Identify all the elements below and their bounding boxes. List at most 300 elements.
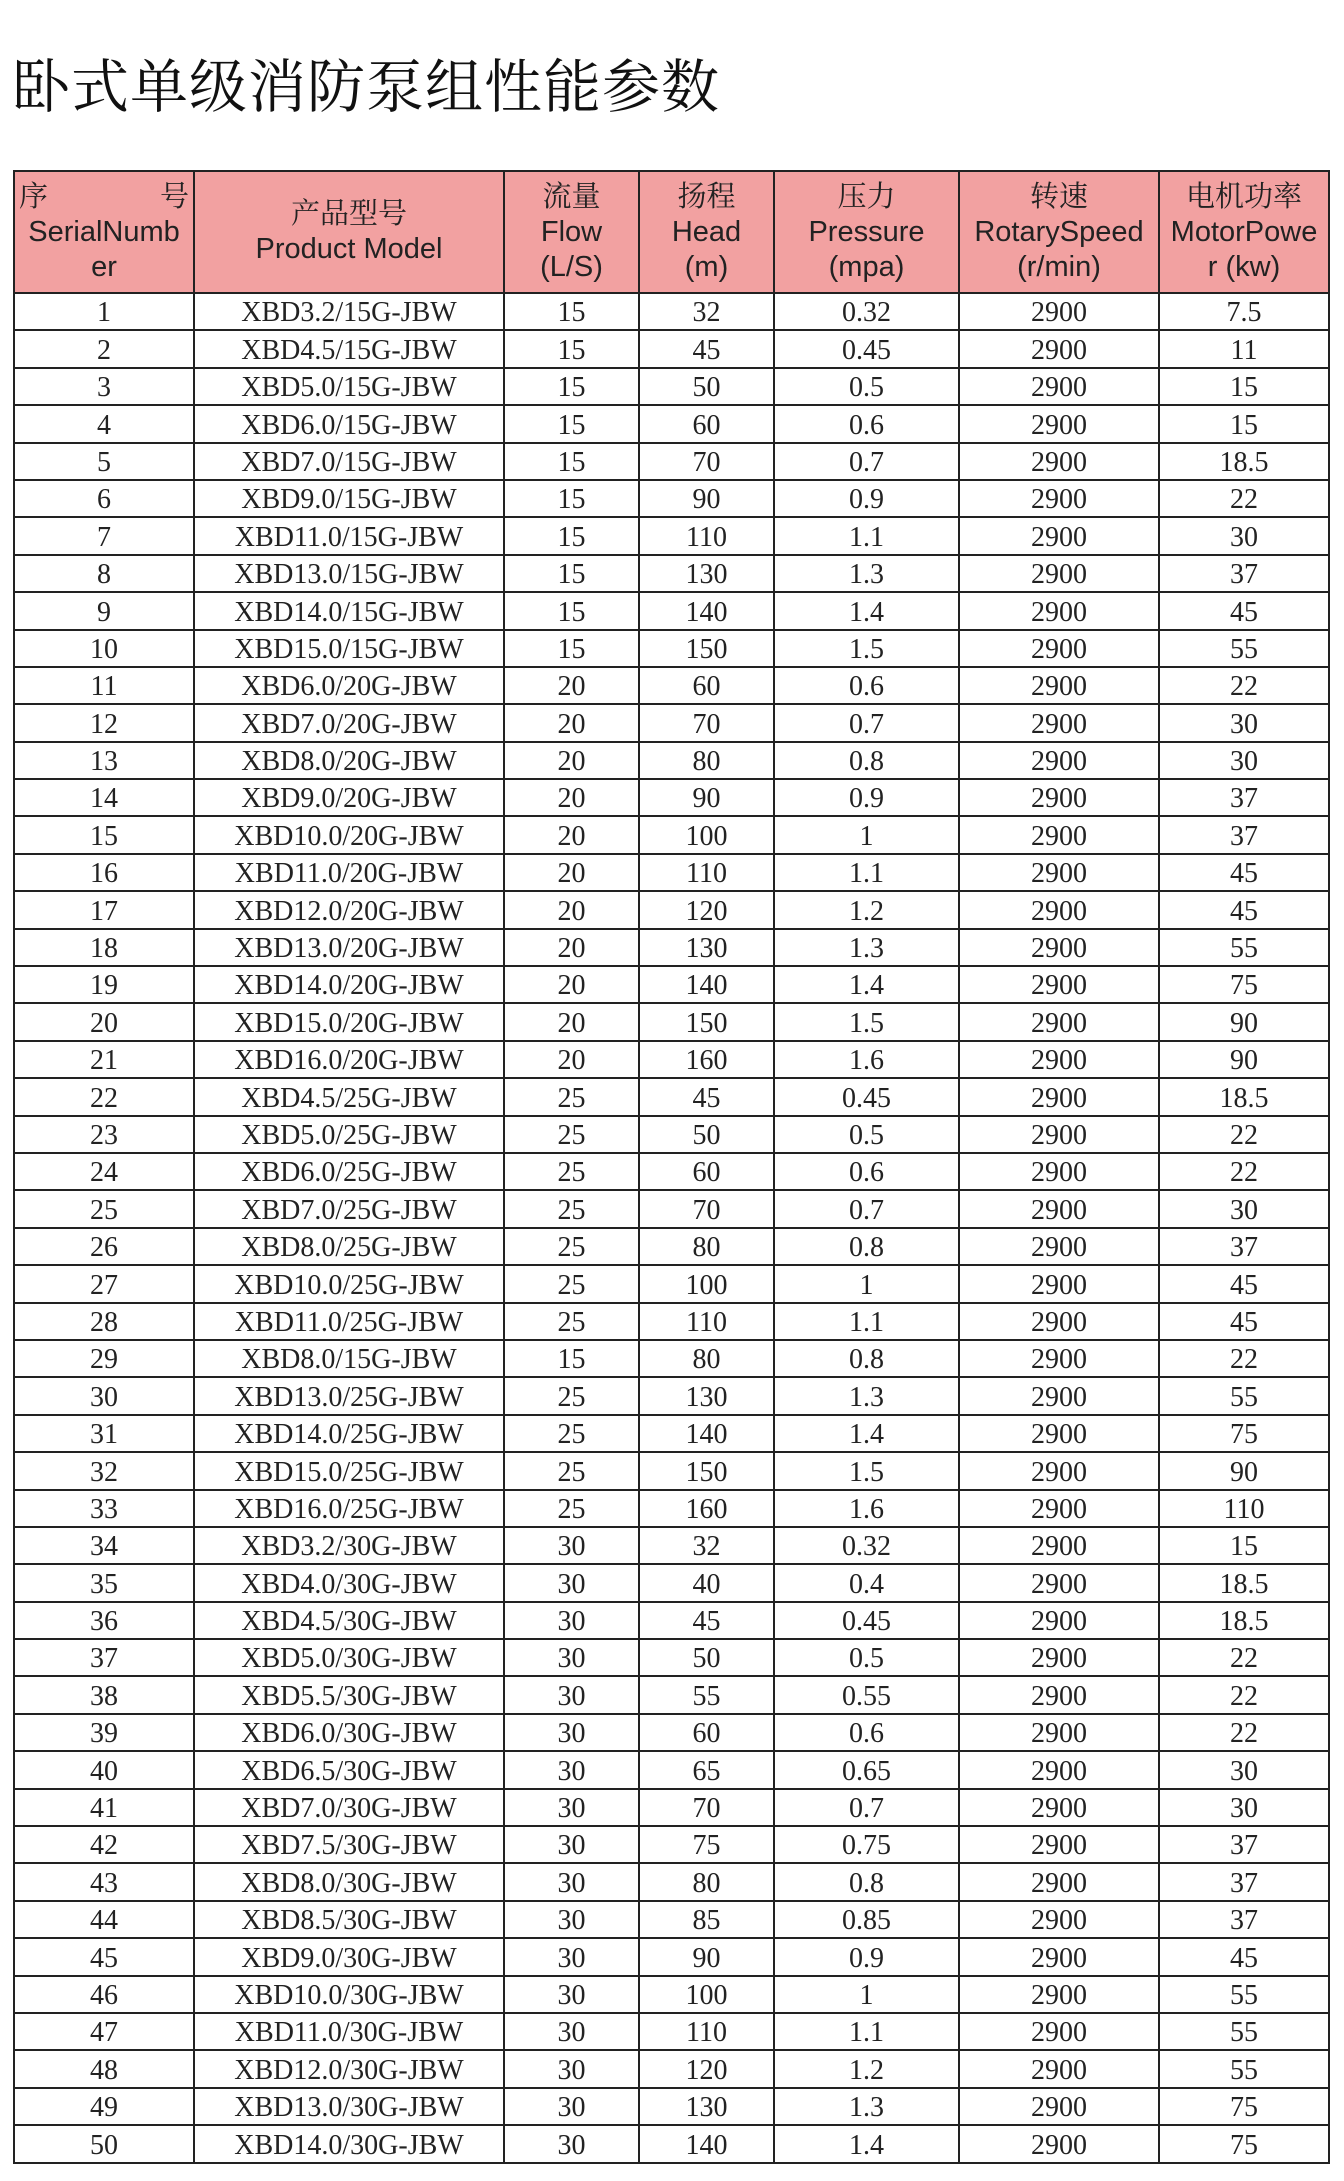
head-cell: 45	[639, 330, 774, 367]
power-cell: 37	[1159, 1863, 1329, 1900]
pressure-cell: 0.5	[774, 1639, 959, 1676]
head-cell: 55	[639, 1676, 774, 1713]
head-cell: 50	[639, 1639, 774, 1676]
model-cell: XBD10.0/25G-JBW	[194, 1265, 504, 1302]
header-flow-unit: (L/S)	[540, 250, 603, 283]
serial-cell: 41	[14, 1789, 194, 1826]
head-cell: 75	[639, 1826, 774, 1863]
model-cell: XBD14.0/20G-JBW	[194, 966, 504, 1003]
flow-cell: 25	[504, 1190, 639, 1227]
model-cell: XBD9.0/20G-JBW	[194, 779, 504, 816]
flow-cell: 15	[504, 330, 639, 367]
speed-cell: 2900	[959, 1863, 1159, 1900]
serial-cell: 16	[14, 854, 194, 891]
model-cell: XBD13.0/20G-JBW	[194, 929, 504, 966]
header-head-unit: (m)	[684, 250, 729, 283]
model-cell: XBD5.5/30G-JBW	[194, 1676, 504, 1713]
table-row	[14, 1116, 1329, 1153]
speed-cell: 2900	[959, 2125, 1159, 2162]
flow-cell: 30	[504, 2125, 639, 2162]
head-cell: 130	[639, 1377, 774, 1414]
serial-cell: 44	[14, 1901, 194, 1938]
speed-cell: 2900	[959, 1452, 1159, 1489]
table-row	[14, 1452, 1329, 1489]
flow-cell: 25	[504, 1452, 639, 1489]
pressure-cell: 0.7	[774, 443, 959, 480]
table-row	[14, 1714, 1329, 1751]
power-cell: 90	[1159, 1452, 1329, 1489]
flow-cell: 30	[504, 1676, 639, 1713]
pressure-cell: 0.9	[774, 779, 959, 816]
pressure-cell: 1.1	[774, 1303, 959, 1340]
head-cell: 32	[639, 293, 774, 330]
speed-cell: 2900	[959, 1564, 1159, 1601]
serial-cell: 42	[14, 1826, 194, 1863]
speed-cell: 2900	[959, 966, 1159, 1003]
header-speed	[959, 171, 1159, 293]
head-cell: 60	[639, 1714, 774, 1751]
speed-cell: 2900	[959, 1003, 1159, 1040]
model-cell: XBD7.0/30G-JBW	[194, 1789, 504, 1826]
pressure-cell: 0.4	[774, 1564, 959, 1601]
flow-cell: 20	[504, 854, 639, 891]
table-row	[14, 1415, 1329, 1452]
pressure-cell: 1.3	[774, 1377, 959, 1414]
head-cell: 50	[639, 368, 774, 405]
power-cell: 30	[1159, 1789, 1329, 1826]
head-cell: 130	[639, 555, 774, 592]
model-cell: XBD14.0/30G-JBW	[194, 2125, 504, 2162]
power-cell: 7.5	[1159, 293, 1329, 330]
speed-cell: 2900	[959, 1153, 1159, 1190]
speed-cell: 2900	[959, 368, 1159, 405]
model-cell: XBD5.0/25G-JBW	[194, 1116, 504, 1153]
speed-cell: 2900	[959, 1303, 1159, 1340]
pressure-cell: 0.8	[774, 1863, 959, 1900]
serial-cell: 22	[14, 1078, 194, 1115]
speed-cell: 2900	[959, 1676, 1159, 1713]
model-cell: XBD7.0/15G-JBW	[194, 443, 504, 480]
power-cell: 75	[1159, 2088, 1329, 2125]
table-row	[14, 1527, 1329, 1564]
table-row	[14, 1340, 1329, 1377]
power-cell: 45	[1159, 1938, 1329, 1975]
table-row	[14, 966, 1329, 1003]
flow-cell: 25	[504, 1490, 639, 1527]
pressure-cell: 0.45	[774, 330, 959, 367]
serial-cell: 48	[14, 2050, 194, 2087]
power-cell: 18.5	[1159, 1564, 1329, 1601]
header-speed-zh: 转速	[1029, 180, 1088, 213]
serial-cell: 49	[14, 2088, 194, 2125]
head-cell: 80	[639, 1863, 774, 1900]
head-cell: 140	[639, 966, 774, 1003]
flow-cell: 20	[504, 891, 639, 928]
flow-cell: 20	[504, 779, 639, 816]
speed-cell: 2900	[959, 1190, 1159, 1227]
power-cell: 22	[1159, 1714, 1329, 1751]
header-head	[639, 171, 774, 293]
flow-cell: 30	[504, 1602, 639, 1639]
table-row	[14, 630, 1329, 667]
flow-cell: 30	[504, 2050, 639, 2087]
power-cell: 30	[1159, 1190, 1329, 1227]
header-head-zh: 扬程	[677, 180, 736, 213]
power-cell: 55	[1159, 1377, 1329, 1414]
speed-cell: 2900	[959, 704, 1159, 741]
serial-cell: 12	[14, 704, 194, 741]
flow-cell: 25	[504, 1377, 639, 1414]
head-cell: 110	[639, 1303, 774, 1340]
speed-cell: 2900	[959, 779, 1159, 816]
power-cell: 22	[1159, 667, 1329, 704]
header-serial-en1: SerialNumb	[28, 215, 180, 248]
flow-cell: 30	[504, 1751, 639, 1788]
model-cell: XBD14.0/15G-JBW	[194, 592, 504, 629]
speed-cell: 2900	[959, 630, 1159, 667]
serial-cell: 17	[14, 891, 194, 928]
model-cell: XBD8.0/20G-JBW	[194, 742, 504, 779]
pressure-cell: 1.4	[774, 1415, 959, 1452]
flow-cell: 20	[504, 929, 639, 966]
model-cell: XBD6.0/25G-JBW	[194, 1153, 504, 1190]
pressure-cell: 0.9	[774, 480, 959, 517]
power-cell: 37	[1159, 779, 1329, 816]
table-row	[14, 1490, 1329, 1527]
flow-cell: 15	[504, 293, 639, 330]
power-cell: 11	[1159, 330, 1329, 367]
head-cell: 100	[639, 816, 774, 853]
head-cell: 150	[639, 1003, 774, 1040]
header-row	[14, 171, 1329, 293]
table-row	[14, 443, 1329, 480]
pressure-cell: 1.4	[774, 966, 959, 1003]
speed-cell: 2900	[959, 1639, 1159, 1676]
model-cell: XBD13.0/30G-JBW	[194, 2088, 504, 2125]
flow-cell: 30	[504, 1714, 639, 1751]
speed-cell: 2900	[959, 1751, 1159, 1788]
head-cell: 140	[639, 2125, 774, 2162]
power-cell: 45	[1159, 1303, 1329, 1340]
power-cell: 45	[1159, 592, 1329, 629]
header-power	[1159, 171, 1329, 293]
table-row	[14, 1041, 1329, 1078]
model-cell: XBD14.0/25G-JBW	[194, 1415, 504, 1452]
model-cell: XBD8.5/30G-JBW	[194, 1901, 504, 1938]
header-model-zh: 产品型号	[290, 198, 407, 230]
head-cell: 60	[639, 1153, 774, 1190]
header-power-zh: 电机功率	[1185, 180, 1302, 213]
pressure-cell: 1.4	[774, 2125, 959, 2162]
header-serial-zh-right: 号	[159, 180, 189, 213]
table-row	[14, 592, 1329, 629]
serial-cell: 21	[14, 1041, 194, 1078]
table-row	[14, 1938, 1329, 1975]
head-cell: 45	[639, 1078, 774, 1115]
model-cell: XBD3.2/30G-JBW	[194, 1527, 504, 1564]
header-model	[194, 171, 504, 293]
power-cell: 18.5	[1159, 443, 1329, 480]
speed-cell: 2900	[959, 854, 1159, 891]
power-cell: 55	[1159, 929, 1329, 966]
model-cell: XBD6.0/30G-JBW	[194, 1714, 504, 1751]
power-cell: 90	[1159, 1003, 1329, 1040]
table-row	[14, 2050, 1329, 2087]
pressure-cell: 1.4	[774, 592, 959, 629]
power-cell: 45	[1159, 891, 1329, 928]
serial-cell: 50	[14, 2125, 194, 2162]
serial-cell: 10	[14, 630, 194, 667]
table-row	[14, 1826, 1329, 1863]
serial-cell: 6	[14, 480, 194, 517]
model-cell: XBD9.0/30G-JBW	[194, 1938, 504, 1975]
header-head-en: Head	[671, 215, 742, 248]
model-cell: XBD10.0/20G-JBW	[194, 816, 504, 853]
model-cell: XBD9.0/15G-JBW	[194, 480, 504, 517]
table-row	[14, 368, 1329, 405]
head-cell: 80	[639, 742, 774, 779]
pressure-cell: 1.5	[774, 1003, 959, 1040]
head-cell: 40	[639, 1564, 774, 1601]
model-cell: XBD15.0/15G-JBW	[194, 630, 504, 667]
model-cell: XBD3.2/15G-JBW	[194, 293, 504, 330]
speed-cell: 2900	[959, 405, 1159, 442]
pressure-cell: 0.45	[774, 1078, 959, 1115]
pressure-cell: 0.6	[774, 1714, 959, 1751]
model-cell: XBD4.5/30G-JBW	[194, 1602, 504, 1639]
serial-cell: 33	[14, 1490, 194, 1527]
model-cell: XBD16.0/25G-JBW	[194, 1490, 504, 1527]
model-cell: XBD5.0/30G-JBW	[194, 1639, 504, 1676]
serial-cell: 26	[14, 1228, 194, 1265]
head-cell: 140	[639, 592, 774, 629]
serial-cell: 3	[14, 368, 194, 405]
header-pressure-zh: 压力	[837, 180, 896, 213]
header-pressure	[774, 171, 959, 293]
model-cell: XBD5.0/15G-JBW	[194, 368, 504, 405]
model-cell: XBD12.0/20G-JBW	[194, 891, 504, 928]
head-cell: 90	[639, 779, 774, 816]
serial-cell: 4	[14, 405, 194, 442]
head-cell: 65	[639, 1751, 774, 1788]
table-row	[14, 1976, 1329, 2013]
table-row	[14, 1751, 1329, 1788]
header-model-en: Product Model	[255, 233, 443, 265]
head-cell: 110	[639, 854, 774, 891]
pressure-cell: 1.1	[774, 854, 959, 891]
power-cell: 37	[1159, 816, 1329, 853]
serial-cell: 23	[14, 1116, 194, 1153]
flow-cell: 30	[504, 1826, 639, 1863]
head-cell: 70	[639, 704, 774, 741]
flow-cell: 30	[504, 1938, 639, 1975]
speed-cell: 2900	[959, 1490, 1159, 1527]
model-cell: XBD4.0/30G-JBW	[194, 1564, 504, 1601]
serial-cell: 24	[14, 1153, 194, 1190]
flow-cell: 15	[504, 630, 639, 667]
head-cell: 70	[639, 1190, 774, 1227]
speed-cell: 2900	[959, 555, 1159, 592]
pressure-cell: 0.6	[774, 1153, 959, 1190]
head-cell: 85	[639, 1901, 774, 1938]
power-cell: 15	[1159, 368, 1329, 405]
model-cell: XBD8.0/30G-JBW	[194, 1863, 504, 1900]
head-cell: 110	[639, 517, 774, 554]
head-cell: 45	[639, 1602, 774, 1639]
serial-cell: 27	[14, 1265, 194, 1302]
pressure-cell: 1.6	[774, 1490, 959, 1527]
power-cell: 22	[1159, 1340, 1329, 1377]
speed-cell: 2900	[959, 1265, 1159, 1302]
head-cell: 32	[639, 1527, 774, 1564]
pressure-cell: 1.1	[774, 2013, 959, 2050]
speed-cell: 2900	[959, 816, 1159, 853]
head-cell: 110	[639, 2013, 774, 2050]
power-cell: 55	[1159, 2013, 1329, 2050]
table-row	[14, 1228, 1329, 1265]
pressure-cell: 0.6	[774, 405, 959, 442]
pressure-cell: 0.32	[774, 1527, 959, 1564]
table-row	[14, 405, 1329, 442]
head-cell: 160	[639, 1041, 774, 1078]
pressure-cell: 0.6	[774, 667, 959, 704]
serial-cell: 9	[14, 592, 194, 629]
flow-cell: 20	[504, 1003, 639, 1040]
header-power-en1: MotorPowe	[1170, 215, 1318, 248]
speed-cell: 2900	[959, 517, 1159, 554]
speed-cell: 2900	[959, 1415, 1159, 1452]
table-row	[14, 1078, 1329, 1115]
power-cell: 75	[1159, 1415, 1329, 1452]
flow-cell: 20	[504, 742, 639, 779]
flow-cell: 15	[504, 405, 639, 442]
power-cell: 18.5	[1159, 1078, 1329, 1115]
power-cell: 15	[1159, 405, 1329, 442]
serial-cell: 30	[14, 1377, 194, 1414]
flow-cell: 25	[504, 1153, 639, 1190]
flow-cell: 15	[504, 555, 639, 592]
flow-cell: 20	[504, 816, 639, 853]
power-cell: 45	[1159, 854, 1329, 891]
head-cell: 50	[639, 1116, 774, 1153]
model-cell: XBD7.0/25G-JBW	[194, 1190, 504, 1227]
power-cell: 22	[1159, 480, 1329, 517]
serial-cell: 35	[14, 1564, 194, 1601]
head-cell: 70	[639, 1789, 774, 1826]
flow-cell: 15	[504, 480, 639, 517]
table-row	[14, 330, 1329, 367]
model-cell: XBD7.5/30G-JBW	[194, 1826, 504, 1863]
table-row	[14, 1676, 1329, 1713]
header-serial-zh-left: 序	[19, 180, 49, 213]
power-cell: 110	[1159, 1490, 1329, 1527]
table-row	[14, 1639, 1329, 1676]
flow-cell: 30	[504, 2013, 639, 2050]
serial-cell: 29	[14, 1340, 194, 1377]
table-row	[14, 742, 1329, 779]
header-speed-en: RotarySpeed	[974, 215, 1144, 248]
serial-cell: 7	[14, 517, 194, 554]
table-row	[14, 1153, 1329, 1190]
speed-cell: 2900	[959, 929, 1159, 966]
table-row	[14, 891, 1329, 928]
flow-cell: 30	[504, 1639, 639, 1676]
power-cell: 22	[1159, 1153, 1329, 1190]
header-flow-en: Flow	[540, 215, 603, 248]
power-cell: 55	[1159, 1976, 1329, 2013]
pressure-cell: 1.1	[774, 517, 959, 554]
pressure-cell: 1.5	[774, 1452, 959, 1489]
speed-cell: 2900	[959, 1078, 1159, 1115]
flow-cell: 30	[504, 1901, 639, 1938]
table-row	[14, 1190, 1329, 1227]
serial-cell: 8	[14, 555, 194, 592]
head-cell: 100	[639, 1265, 774, 1302]
pressure-cell: 0.45	[774, 1602, 959, 1639]
flow-cell: 15	[504, 443, 639, 480]
serial-cell: 11	[14, 667, 194, 704]
pressure-cell: 0.85	[774, 1901, 959, 1938]
model-cell: XBD4.5/15G-JBW	[194, 330, 504, 367]
flow-cell: 30	[504, 1564, 639, 1601]
head-cell: 130	[639, 2088, 774, 2125]
table-row	[14, 2013, 1329, 2050]
pressure-cell: 1.3	[774, 929, 959, 966]
flow-cell: 15	[504, 368, 639, 405]
table-row	[14, 480, 1329, 517]
serial-cell: 20	[14, 1003, 194, 1040]
speed-cell: 2900	[959, 1826, 1159, 1863]
model-cell: XBD12.0/30G-JBW	[194, 2050, 504, 2087]
head-cell: 120	[639, 2050, 774, 2087]
speed-cell: 2900	[959, 1714, 1159, 1751]
power-cell: 75	[1159, 2125, 1329, 2162]
serial-cell: 45	[14, 1938, 194, 1975]
speed-cell: 2900	[959, 2050, 1159, 2087]
header-pressure-en: Pressure	[808, 215, 925, 248]
head-cell: 80	[639, 1228, 774, 1265]
serial-cell: 14	[14, 779, 194, 816]
head-cell: 70	[639, 443, 774, 480]
pressure-cell: 1.2	[774, 2050, 959, 2087]
header-serial-en2: er	[91, 250, 117, 283]
serial-cell: 39	[14, 1714, 194, 1751]
power-cell: 30	[1159, 517, 1329, 554]
speed-cell: 2900	[959, 1377, 1159, 1414]
table-row	[14, 1602, 1329, 1639]
header-flow	[504, 171, 639, 293]
speed-cell: 2900	[959, 443, 1159, 480]
power-cell: 90	[1159, 1041, 1329, 1078]
speed-cell: 2900	[959, 293, 1159, 330]
head-cell: 120	[639, 891, 774, 928]
speed-cell: 2900	[959, 330, 1159, 367]
model-cell: XBD11.0/30G-JBW	[194, 2013, 504, 2050]
head-cell: 60	[639, 667, 774, 704]
pressure-cell: 0.32	[774, 293, 959, 330]
model-cell: XBD16.0/20G-JBW	[194, 1041, 504, 1078]
pressure-cell: 1	[774, 1976, 959, 2013]
table-row	[14, 704, 1329, 741]
speed-cell: 2900	[959, 592, 1159, 629]
serial-cell: 2	[14, 330, 194, 367]
pressure-cell: 0.8	[774, 1228, 959, 1265]
speed-cell: 2900	[959, 1527, 1159, 1564]
pressure-cell: 0.9	[774, 1938, 959, 1975]
power-cell: 37	[1159, 1901, 1329, 1938]
serial-cell: 18	[14, 929, 194, 966]
table-row	[14, 517, 1329, 554]
